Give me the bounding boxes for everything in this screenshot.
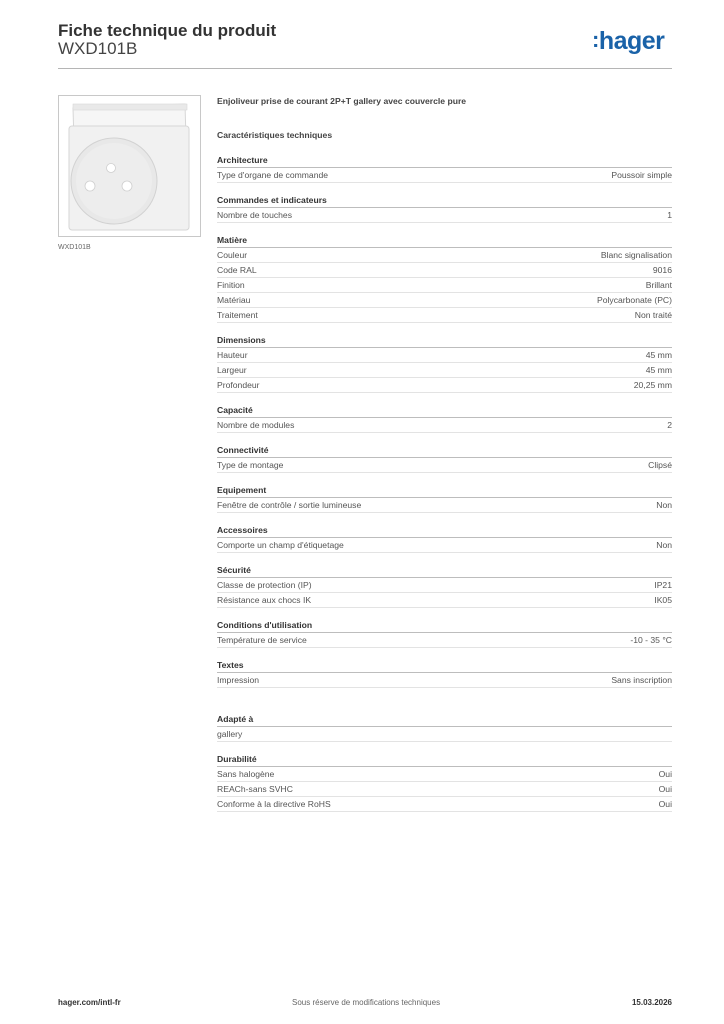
spec-row <box>217 418 672 433</box>
group-title: Sécurité <box>217 563 672 578</box>
spec-label: Fenêtre de contrôle / sortie lumineuse <box>217 500 362 510</box>
spec-label: Classe de protection (IP) <box>217 580 312 590</box>
spec-row <box>217 248 672 263</box>
spec-value: Oui <box>658 799 672 809</box>
spec-row <box>217 797 672 812</box>
socket-illustration <box>59 96 200 236</box>
group-title: Matière <box>217 233 672 248</box>
spec-row <box>217 208 672 223</box>
spec-label: Type d'organe de commande <box>217 170 329 180</box>
footer-date: 15.03.2026 <box>631 998 672 1007</box>
group-title: Durabilité <box>217 752 672 767</box>
spec-row <box>217 782 672 797</box>
spec-value: Clipsé <box>648 460 672 470</box>
spec-row <box>217 308 672 323</box>
group-title: Connectivité <box>217 443 672 458</box>
spec-label: Résistance aux chocs IK <box>217 595 312 605</box>
hager-logo[interactable]: :hager <box>592 27 665 55</box>
group-title: Textes <box>217 658 672 673</box>
spec-row <box>217 578 672 593</box>
spec-label: Nombre de modules <box>217 420 295 430</box>
spec-row <box>217 348 672 363</box>
spec-row <box>217 633 672 648</box>
spec-value: 45 mm <box>645 365 672 375</box>
spec-label: Largeur <box>217 365 247 375</box>
spec-label: Sans halogène <box>217 769 275 779</box>
group-title: Commandes et indicateurs <box>217 193 672 208</box>
image-caption: WXD101B <box>58 244 91 251</box>
specs-panel <box>217 95 672 812</box>
spec-value: Non <box>656 500 672 510</box>
spec-value: Brillant <box>645 280 672 290</box>
spec-value: 9016 <box>652 265 672 275</box>
spec-value: Non <box>656 540 672 550</box>
spec-row <box>217 278 672 293</box>
spec-label: Impression <box>217 675 260 685</box>
spec-value: IK05 <box>654 595 672 605</box>
spec-row <box>217 727 672 742</box>
group-title: Architecture <box>217 153 672 168</box>
spec-label: Type de montage <box>217 460 284 470</box>
spec-row <box>217 498 672 513</box>
spec-label: Finition <box>217 280 245 290</box>
page-title: Fiche technique du produit <box>58 21 277 40</box>
spec-label: Température de service <box>217 635 307 645</box>
spec-label: Profondeur <box>217 380 260 390</box>
spec-label: Traitement <box>217 310 258 320</box>
spec-value: Polycarbonate (PC) <box>597 295 672 305</box>
spec-row <box>217 263 672 278</box>
spec-value: Non traité <box>634 310 672 320</box>
spec-label: Nombre de touches <box>217 210 292 220</box>
spec-value: 20,25 mm <box>633 380 672 390</box>
product-reference: WXD101B <box>58 39 138 58</box>
spec-label: Couleur <box>217 250 248 260</box>
spec-row <box>217 538 672 553</box>
spec-label: gallery <box>217 729 243 739</box>
spec-row <box>217 593 672 608</box>
spec-value: Sans inscription <box>611 675 672 685</box>
group-title: Conditions d'utilisation <box>217 618 672 633</box>
group-title: Dimensions <box>217 333 672 348</box>
spec-label: Conforme à la directive RoHS <box>217 799 331 809</box>
group-title: Equipement <box>217 483 672 498</box>
product-description: Enjoliveur prise de courant 2P+T gallery avec couvercle pure <box>217 96 467 106</box>
spec-label: Hauteur <box>217 350 248 360</box>
spec-value: Blanc signalisation <box>600 250 672 260</box>
spec-row <box>217 168 672 183</box>
spec-value: -10 - 35 °C <box>630 635 672 645</box>
group-title: Capacité <box>217 403 672 418</box>
spec-row <box>217 767 672 782</box>
spec-row <box>217 378 672 393</box>
spec-value: IP21 <box>654 580 672 590</box>
spec-row <box>217 293 672 308</box>
spec-row <box>217 673 672 688</box>
spec-label: Comporte un champ d'étiquetage <box>217 540 344 550</box>
spec-value: Poussoir simple <box>611 170 672 180</box>
product-image <box>58 95 201 237</box>
spec-value: 1 <box>667 210 672 220</box>
spec-row <box>217 458 672 473</box>
section-title: Caractéristiques techniques <box>217 130 333 140</box>
spec-label: Matériau <box>217 295 251 305</box>
header-divider <box>58 68 672 69</box>
group-title: Adapté à <box>217 712 672 727</box>
spec-label: Code RAL <box>217 265 257 275</box>
spec-label: REACh-sans SVHC <box>217 784 293 794</box>
spec-value: 2 <box>667 420 672 430</box>
spec-value: 45 mm <box>645 350 672 360</box>
group-title: Accessoires <box>217 523 672 538</box>
spec-value: Oui <box>658 769 672 779</box>
footer-notice: Sous réserve de modifications techniques <box>292 998 441 1007</box>
footer-website-link[interactable]: hager.com/intl-fr <box>58 998 121 1007</box>
spec-value: Oui <box>658 784 672 794</box>
hager-logo-text: hager <box>598 27 665 55</box>
spec-row <box>217 363 672 378</box>
